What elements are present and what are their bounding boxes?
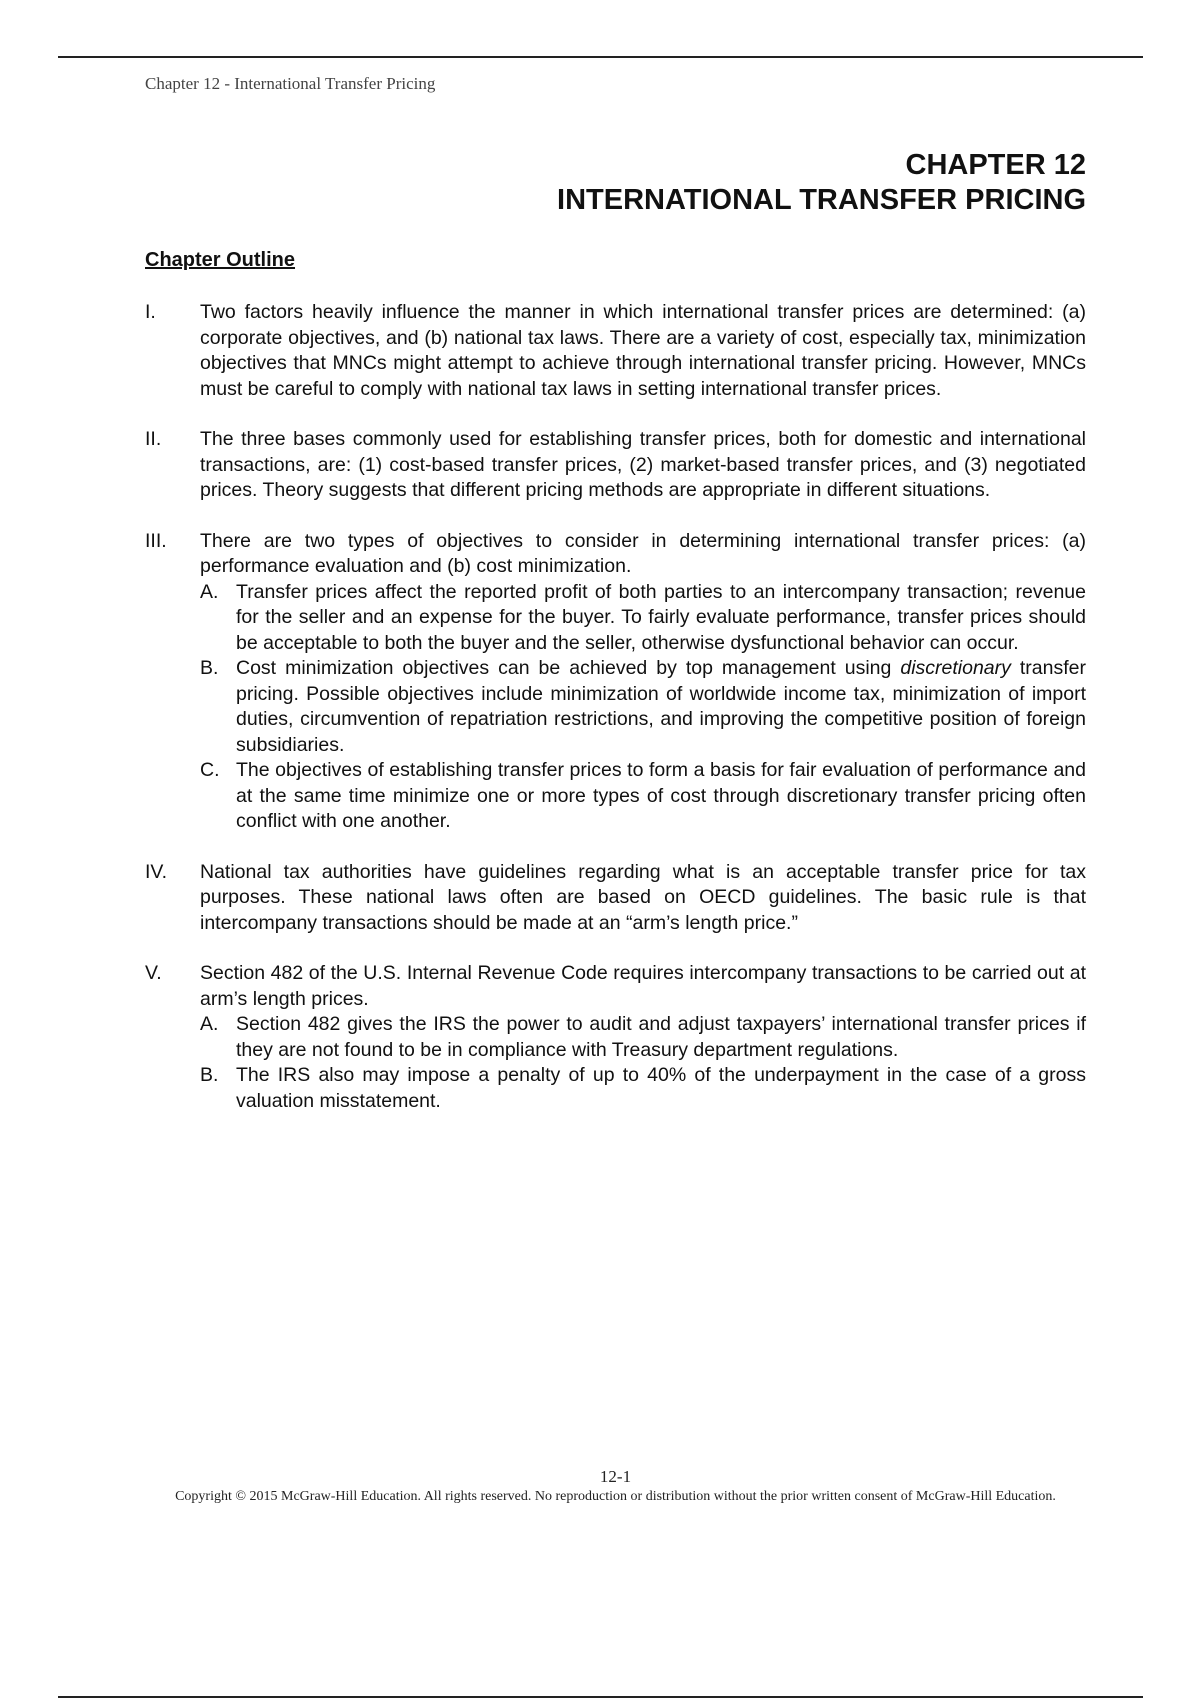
subsection-letter: B. xyxy=(200,1064,219,1086)
subsection-text: The IRS also may impose a penalty of up to 40% of the underpayment in the case of a gross valuation misstatement. xyxy=(236,1064,1086,1112)
chapter-title-block xyxy=(557,148,1086,218)
chapter-title: INTERNATIONAL TRANSFER PRICING xyxy=(557,184,1086,216)
outline-section-iii xyxy=(145,529,1086,835)
chapter-outline xyxy=(145,300,1086,1139)
running-header: Chapter 12 - International Transfer Pricing xyxy=(145,74,436,93)
discretionary-emphasis: discretionary xyxy=(900,657,1011,679)
outline-section-iv xyxy=(145,860,1086,937)
subsection-letter: B. xyxy=(200,657,219,679)
subsection-text: The objectives of establishing transfer prices to form a basis for fair evaluation of performance and at the same time minimize one or more types of cost through discretionary transfer pricing often conflict with one another. xyxy=(236,759,1086,832)
section-numeral: IV. xyxy=(145,860,168,883)
copyright-notice: Copyright © 2015 McGraw-Hill Education. All rights reserved. No reproduction or distribution without the prior written consent of McGraw-Hill Education. xyxy=(175,1489,1056,1504)
subsection-letter: A. xyxy=(200,1013,219,1035)
subsection-iii-a xyxy=(200,580,1086,657)
page-number: 12-1 xyxy=(599,1467,632,1486)
bottom-rule xyxy=(58,1696,1143,1698)
section-numeral: II. xyxy=(145,428,162,450)
subsection-iii-c xyxy=(200,758,1086,835)
section-text: There are two types of objectives to consider in determining international transfer prices: (a) performance evaluation and (b) cost minimization. xyxy=(200,529,1086,577)
outline-heading: Chapter Outline xyxy=(145,249,296,271)
subsection-text-before: Cost minimization objectives can be achieved by top management using xyxy=(236,657,901,679)
outline-section-ii xyxy=(145,427,1086,504)
subsection-v-a xyxy=(200,1012,1086,1063)
subsection-text xyxy=(236,656,1086,758)
subsection-iii-b xyxy=(200,656,1086,758)
section-numeral: V. xyxy=(145,962,162,984)
outline-section-v xyxy=(145,961,1086,1114)
subsection-text: Section 482 gives the IRS the power to audit and adjust taxpayers’ international transfer prices if they are not found to be in compliance with Treasury department regulations. xyxy=(236,1013,1086,1061)
page-footer xyxy=(145,1466,1086,1505)
section-text: The three bases commonly used for establishing transfer prices, both for domestic and international transactions, are: (1) cost-based transfer prices, (2) market-based transfer prices, and (3) negotiated prices. Theory suggests that different pricing methods are appropriate in different situations. xyxy=(200,428,1086,501)
top-rule xyxy=(58,56,1143,58)
subsection-text: Transfer prices affect the reported profit of both parties to an intercompany transaction; revenue for the seller and an expense for the buyer. To fairly evaluate performance, transfer prices should be acceptable to both the buyer and the seller, otherwise dysfunctional behavior can occur. xyxy=(236,580,1086,654)
section-text: National tax authorities have guidelines regarding what is an acceptable transfer price for tax purposes. These national laws often are based on OECD guidelines. The basic rule is that intercompany transactions should be made at an “arm’s length price.” xyxy=(200,860,1086,934)
section-numeral: III. xyxy=(145,529,167,552)
section-text: Two factors heavily influence the manner in which international transfer prices are determined: (a) corporate objectives, and (b) national tax laws. There are a variety of cost, especially tax, minimization objectives that MNCs might attempt to achieve through international transfer pricing. However, MNCs must be careful to comply with national tax laws in setting international transfer prices. xyxy=(200,301,1086,400)
outline-section-i xyxy=(145,300,1086,402)
chapter-number: CHAPTER 12 xyxy=(905,149,1086,181)
section-text: Section 482 of the U.S. Internal Revenue Code requires intercompany transactions to be carried out at arm’s length prices. xyxy=(200,962,1086,1010)
subsection-letter: A. xyxy=(200,580,219,603)
subsection-v-b xyxy=(200,1063,1086,1114)
section-numeral: I. xyxy=(145,301,156,323)
subsection-letter: C. xyxy=(200,759,220,781)
subsection-text-after: transfer pricing. Possible objectives include minimization of worldwide income tax, minimization of import duties, circumvention of repatriation restrictions, and improving the competitive position of foreign subsidiaries. xyxy=(236,657,1086,756)
